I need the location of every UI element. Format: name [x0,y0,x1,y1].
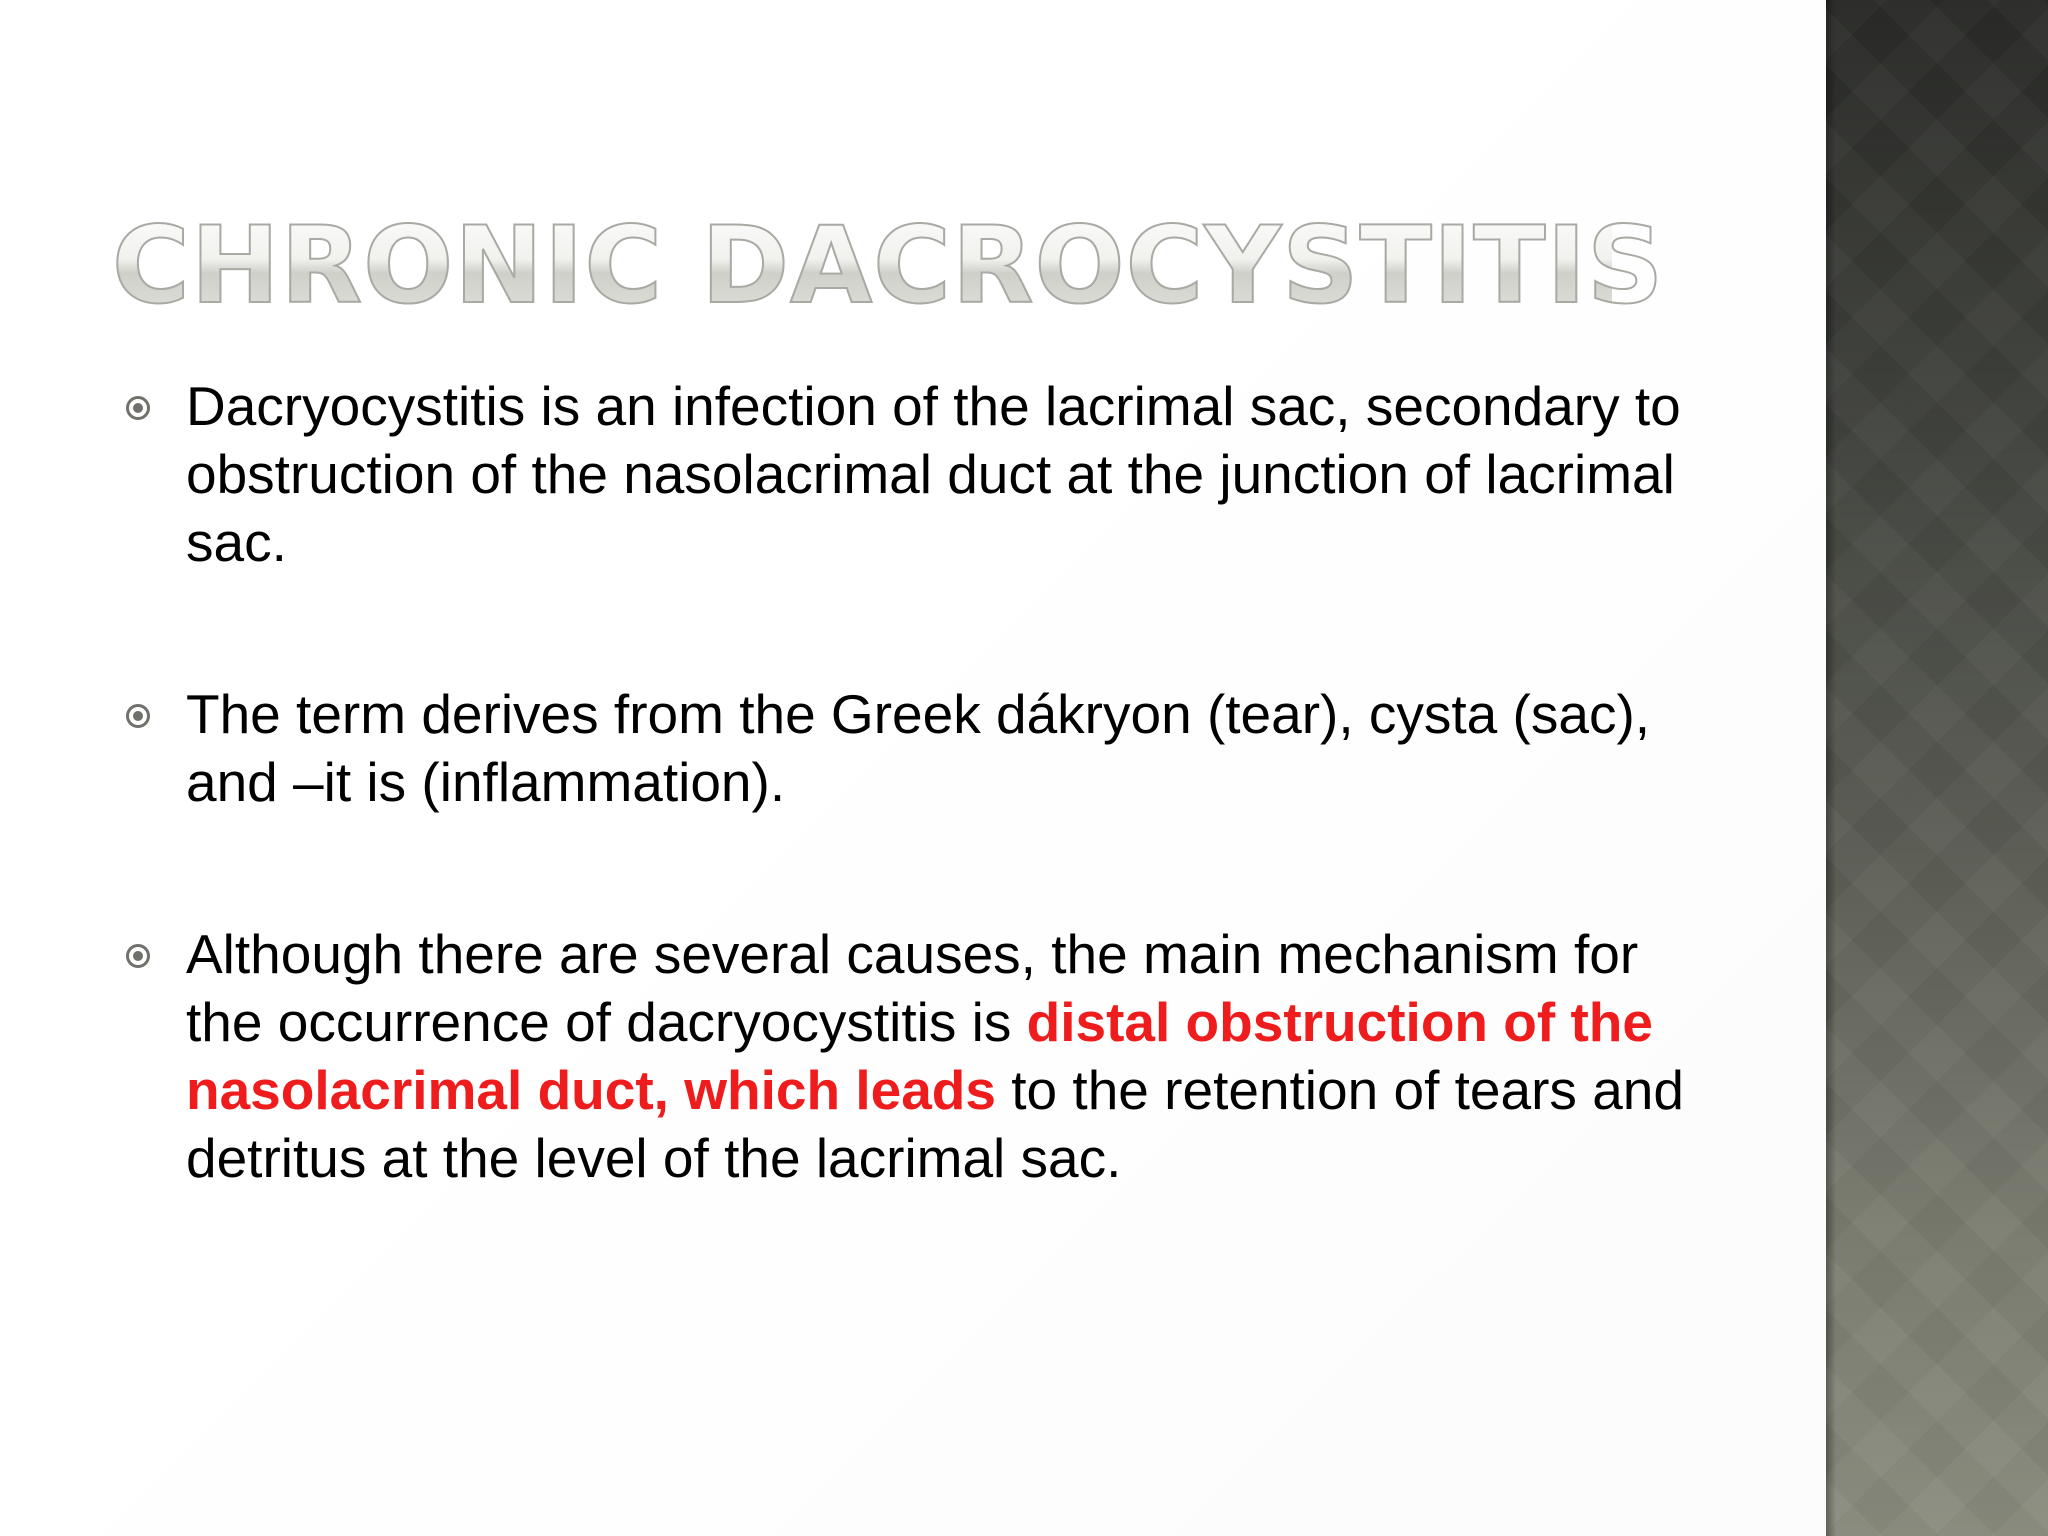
bullet-text-after: to the retention of tears and detritus at the level of the lacrimal sac. [186,1059,1684,1189]
bullet-list [120,372,1720,1192]
bullet-text: The term derives from the Greek dákryon (tear), cysta (sac), and –it is (inflammation). [186,683,1651,813]
bullet-item-3 [120,920,1720,1192]
circled-dot-bullet-icon [126,944,150,968]
circled-dot-bullet-icon [126,396,150,420]
bullet-text-before: Although there are several causes, the main mechanism for the occurrence of dacryocystitis is [186,923,1639,1053]
decorative-side-panel [1826,0,2048,1536]
circled-dot-bullet-icon [126,704,150,728]
bullet-text: Dacryocystitis is an infection of the lacrimal sac, secondary to obstruction of the nasolacrimal duct at the junction of lacrimal sac. [186,375,1681,573]
bullet-item-1 [120,372,1720,576]
bullet-item-2 [120,680,1720,816]
slide-title: CHRONIC DACROCYSTITIS [112,196,1612,336]
bullet-highlight-text: distal obstruction of the nasolacrimal duct, which leads [186,991,1653,1121]
